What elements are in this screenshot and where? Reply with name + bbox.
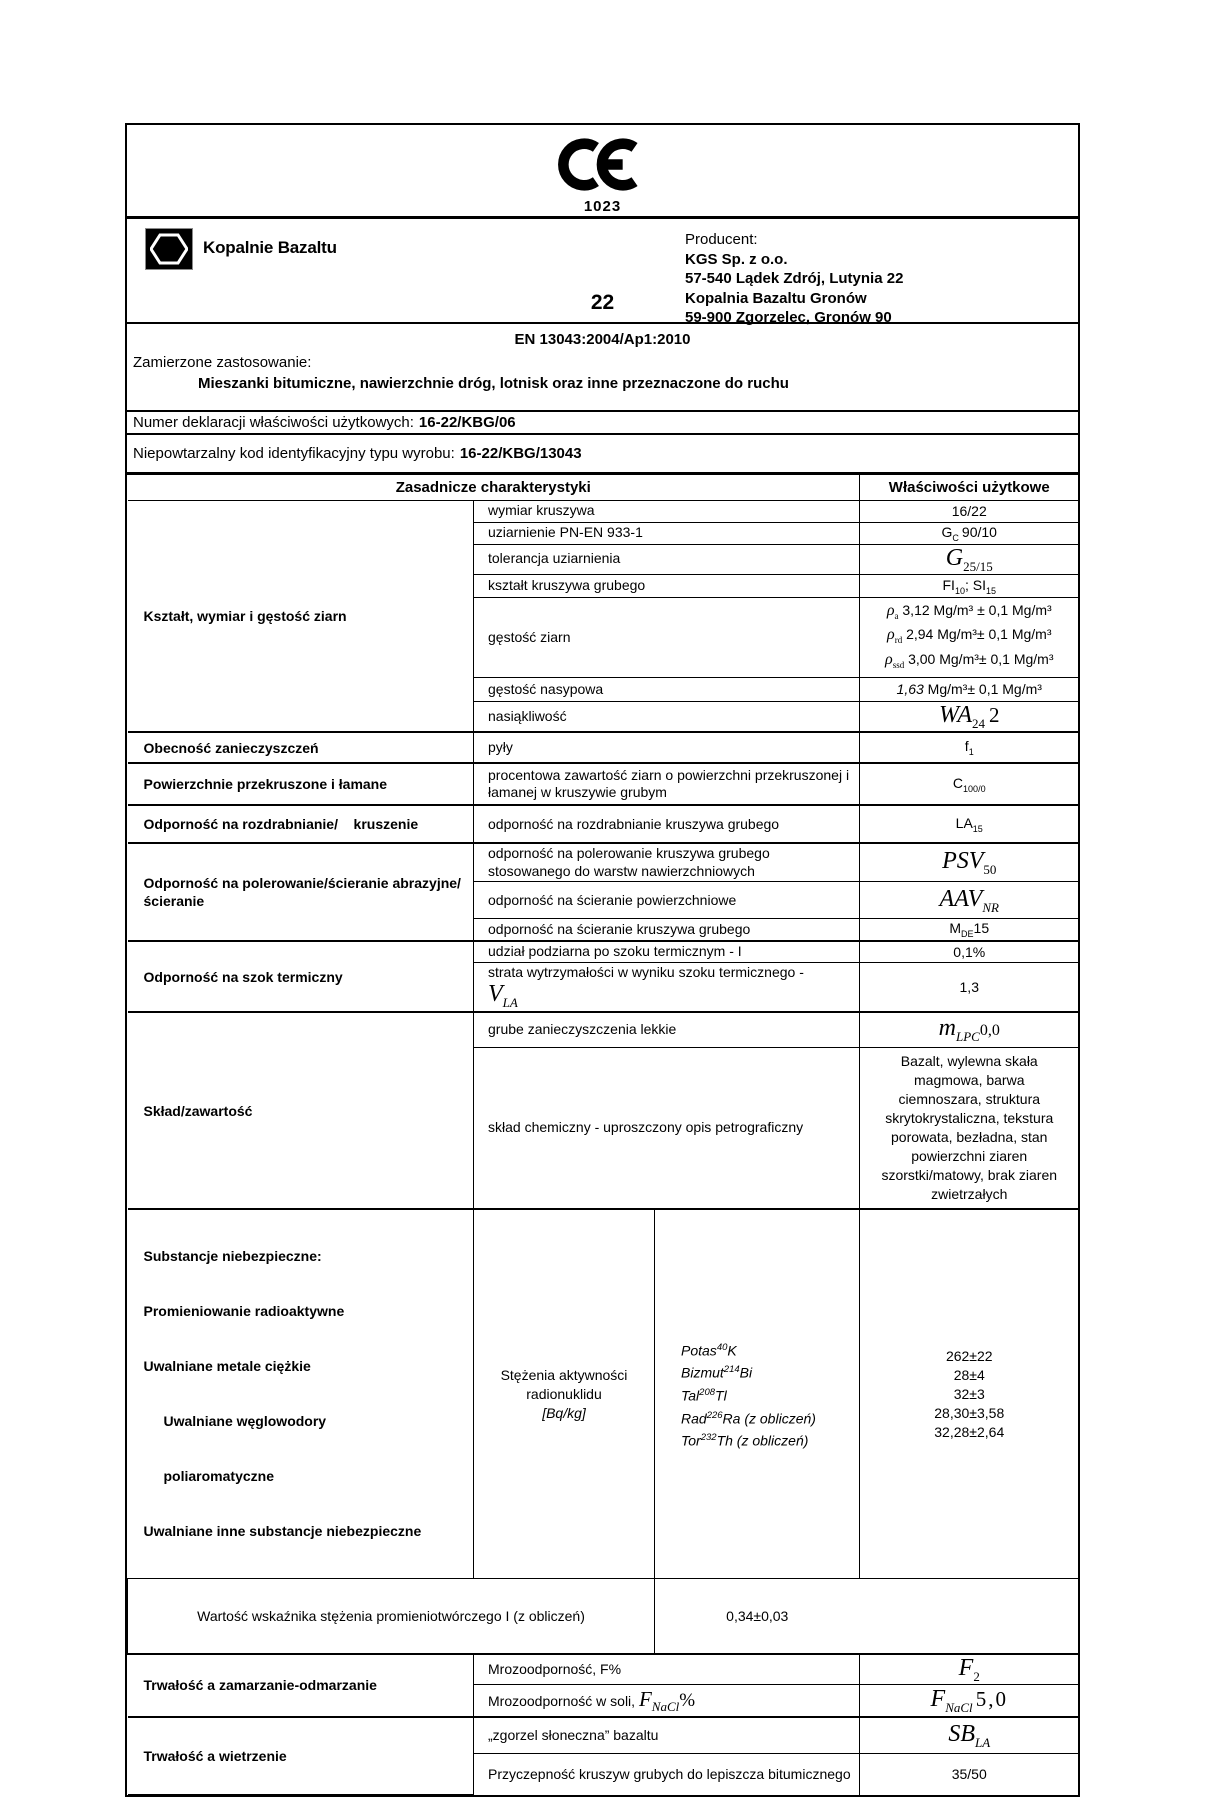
radionuclide-activity-cell: Stężenia aktywności radionuklidu [Bq/kg] bbox=[474, 1209, 655, 1579]
characteristic-cell: grube zanieczyszczenia lekkie bbox=[474, 1012, 860, 1047]
characteristic-cell: odporność na ścieranie powierzchniowe bbox=[474, 882, 860, 919]
isotope-line: Tal$^{208}$Tl bbox=[681, 1386, 727, 1404]
declaration-of-performance bbox=[125, 123, 1080, 1797]
ce-marking-icon bbox=[557, 136, 649, 193]
value-cell: $G_C$ 90/10 bbox=[860, 522, 1079, 544]
intended-use-text: Mieszanki bitumiczne, nawierzchnie dróg, lotnisk oraz inne przeznaczone do ruchu bbox=[198, 375, 789, 392]
row-grube-zanieczyszczenia bbox=[128, 1012, 1079, 1047]
row-zgorzel-sloneczna bbox=[128, 1717, 1079, 1754]
isotope-line: Potas$^{40}$K bbox=[681, 1341, 737, 1359]
value-cell: 1,63 Mg/m³± 0,1 Mg/m³ bbox=[860, 677, 1079, 701]
characteristic-cell: skład chemiczny - uproszczony opis petrograficzny bbox=[474, 1047, 860, 1209]
characteristic-cell: procentowa zawartość ziarn o powierzchni przekruszonej i łamanej w kruszywie grubym bbox=[474, 763, 860, 805]
standard-reference: EN 13043:2004/Ap1:2010 bbox=[514, 331, 691, 348]
characteristic-cell: gęstość ziarn bbox=[474, 597, 860, 677]
aggregate-size: 22 bbox=[590, 291, 615, 314]
value-cell: $f_1$ bbox=[860, 732, 1079, 763]
value-cell: $LA_{15}$ bbox=[860, 805, 1079, 843]
value-cell: $F_{NaCl}$ 5,0 bbox=[860, 1685, 1079, 1717]
value-cell: 1,3 bbox=[860, 962, 1079, 1012]
characteristic-cell: Przyczepność kruszyw grubych do lepiszcza bitumicznego bbox=[474, 1754, 860, 1795]
value-cell: $M_{DE}15$ bbox=[860, 919, 1079, 941]
value-cell: $SB_{LA}$ bbox=[860, 1717, 1079, 1754]
group-label-obecnosc-zanieczyszczen: Obecność zanieczyszczeń bbox=[128, 732, 474, 763]
producer-block bbox=[685, 230, 903, 328]
table-header-row bbox=[128, 475, 1079, 500]
characteristic-cell: Wartość wskaźnika stężenia promieniotwórczego I (z obliczeń) bbox=[128, 1579, 655, 1654]
producer-line: 59-900 Zgorzelec, Gronów 90 bbox=[685, 309, 892, 326]
group-label-sklad-zawartosc: Skład/zawartość bbox=[128, 1012, 474, 1209]
standard-section bbox=[127, 324, 1078, 412]
brand-producer-section bbox=[127, 219, 1078, 324]
row-mrozoodpornosc bbox=[128, 1654, 1079, 1685]
group-label-powierzchnie: Powierzchnie przekruszone i łamane bbox=[128, 763, 474, 805]
declaration-number-label: Numer deklaracji właściwości użytkowych: bbox=[133, 414, 414, 431]
value-cell: Bazalt, wylewna skała magmowa, barwa ciemnoszara, struktura skrytokrystaliczna, tekstura porowata, bezładna, stan powierzchni ziaren szorstki/matowy, brak ziaren zwietrzałych bbox=[860, 1047, 1079, 1209]
company-logo bbox=[145, 228, 193, 270]
ce-marking-section bbox=[127, 125, 1078, 219]
value-cell: 16/22 bbox=[860, 500, 1079, 522]
declaration-number-row bbox=[127, 412, 1078, 435]
characteristic-cell: kształt kruszywa grubego bbox=[474, 574, 860, 597]
characteristic-cell: tolerancja uziarnienia bbox=[474, 544, 860, 574]
group-label-ksztalt-wymiar: Kształt, wymiar i gęstość ziarn bbox=[128, 500, 474, 732]
value-cell: $G_{25/15}$ bbox=[860, 544, 1079, 574]
value-cell: $WA_{24}$ 2 bbox=[860, 701, 1079, 732]
group-label-wietrzenie: Trwałość a wietrzenie bbox=[128, 1717, 474, 1795]
isotope-line: Tor$^{232}$Th (z obliczeń) bbox=[681, 1432, 809, 1449]
declaration-number-value: 16-22/KBG/06 bbox=[418, 414, 516, 431]
isotope-line: Rad$^{226}$Ra (z obliczeń) bbox=[681, 1409, 816, 1427]
row-radionuklidy bbox=[128, 1209, 1079, 1579]
characteristic-cell: wymiar kruszywa bbox=[474, 500, 860, 522]
value-cell: $F_2$ bbox=[860, 1654, 1079, 1685]
col-header-performance: Właściwości użytkowe bbox=[860, 475, 1079, 500]
type-code-value: 16-22/KBG/13043 bbox=[459, 445, 582, 462]
col-header-characteristics: Zasadnicze charakterystyki bbox=[128, 475, 860, 500]
characteristic-cell: udział podziarna po szoku termicznym - I bbox=[474, 941, 860, 962]
row-powierzchnie-przekruszone bbox=[128, 763, 1079, 805]
characteristic-cell: odporność na ścieranie kruszywa grubego bbox=[474, 919, 860, 941]
characteristic-cell: odporność na polerowanie kruszywa grubego stosowanego do warstw nawierzchniowych bbox=[474, 843, 860, 882]
group-label-polerowanie-scieranie: Odporność na polerowanie/ścieranie abrazyjne/ścieranie bbox=[128, 843, 474, 941]
characteristic-cell: Mrozoodporność w soli, $F_{NaCl}\%$ bbox=[474, 1685, 860, 1717]
value-cell: 35/50 bbox=[860, 1754, 1079, 1795]
intended-use-label: Zamierzone zastosowanie: bbox=[133, 354, 312, 371]
characteristic-cell: gęstość nasypowa bbox=[474, 677, 860, 701]
value-cell: 0,34±0,03 bbox=[655, 1579, 860, 1654]
producer-label: Producent: bbox=[685, 231, 758, 248]
group-label-zamarzanie-odmarzanie: Trwałość a zamarzanie-odmarzanie bbox=[128, 1654, 474, 1717]
characteristic-cell: uziarnienie PN-EN 933-1 bbox=[474, 522, 860, 544]
characteristic-cell: pyły bbox=[474, 732, 860, 763]
characteristic-cell: strata wytrzymałości w wyniku szoku termicznego - $V_{LA}$ bbox=[474, 962, 860, 1012]
isotope-list-cell bbox=[655, 1209, 860, 1579]
notified-body-number: 1023 bbox=[583, 198, 622, 215]
producer-line: KGS Sp. z o.o. bbox=[685, 250, 788, 268]
row-polerowanie bbox=[128, 843, 1079, 882]
group-label-substancje-niebezpieczne: Substancje niebezpieczne: Promieniowanie radioaktywne Uwalniane metale ciężkie Uwalniane węglowodory poliaromatyczne Uwalniane inne substancje niebezpieczne bbox=[128, 1209, 474, 1579]
row-wymiar-kruszywa bbox=[128, 500, 1079, 522]
value-cell: $AAV_{NR}$ bbox=[860, 882, 1079, 919]
group-label-szok-termiczny: Odporność na szok termiczny bbox=[128, 941, 474, 1012]
producer-line: 57-540 Lądek Zdrój, Lutynia 22 bbox=[685, 270, 904, 287]
value-cell: $FI_{10}$; $SI_{15}$ bbox=[860, 574, 1079, 597]
type-code-row bbox=[127, 435, 1078, 475]
characteristic-cell: „zgorzel słoneczna” bazaltu bbox=[474, 1717, 860, 1754]
characteristic-cell: odporność na rozdrabnianie kruszywa grubego bbox=[474, 805, 860, 843]
characteristics-table bbox=[127, 475, 1079, 1795]
value-cell: 0,1% bbox=[860, 941, 1079, 962]
type-code-label: Niepowtarzalny kod identyfikacyjny typu wyrobu: bbox=[133, 445, 455, 462]
value-cell: $\rho_a$ 3,12 Mg/m³ ± 0,1 Mg/m³ $\rho_{rd}$ 2,94 Mg/m³± 0,1 Mg/m³ $\rho_{ssd}$ 3,00 Mg/m³± 0,1 Mg/m³ bbox=[860, 597, 1079, 677]
isotope-line: Bizmut$^{214}$Bi bbox=[681, 1364, 753, 1381]
group-label-rozdrabnianie: Odporność na rozdrabnianie/ kruszenie bbox=[128, 805, 474, 843]
value-cell: $C_{100/0}$ bbox=[860, 763, 1079, 805]
producer-line: Kopalnia Bazaltu Gronów bbox=[685, 289, 867, 307]
value-cell: $m_{LPC}0,0$ bbox=[860, 1012, 1079, 1047]
row-rozdrabnianie bbox=[128, 805, 1079, 843]
row-wskaznik-promieniotworczy bbox=[128, 1579, 1079, 1654]
hexagon-icon bbox=[150, 233, 188, 265]
value-cell: $PSV_{50}$ bbox=[860, 843, 1079, 882]
row-udzial-podziarna bbox=[128, 941, 1079, 962]
characteristic-cell: Mrozoodporność, F% bbox=[474, 1654, 860, 1685]
row-pyly bbox=[128, 732, 1079, 763]
brand-name: Kopalnie Bazaltu bbox=[203, 238, 337, 257]
value-cell: 262±22 28±4 32±3 28,30±3,58 32,28±2,64 bbox=[860, 1209, 1079, 1579]
characteristic-cell: nasiąkliwość bbox=[474, 701, 860, 732]
